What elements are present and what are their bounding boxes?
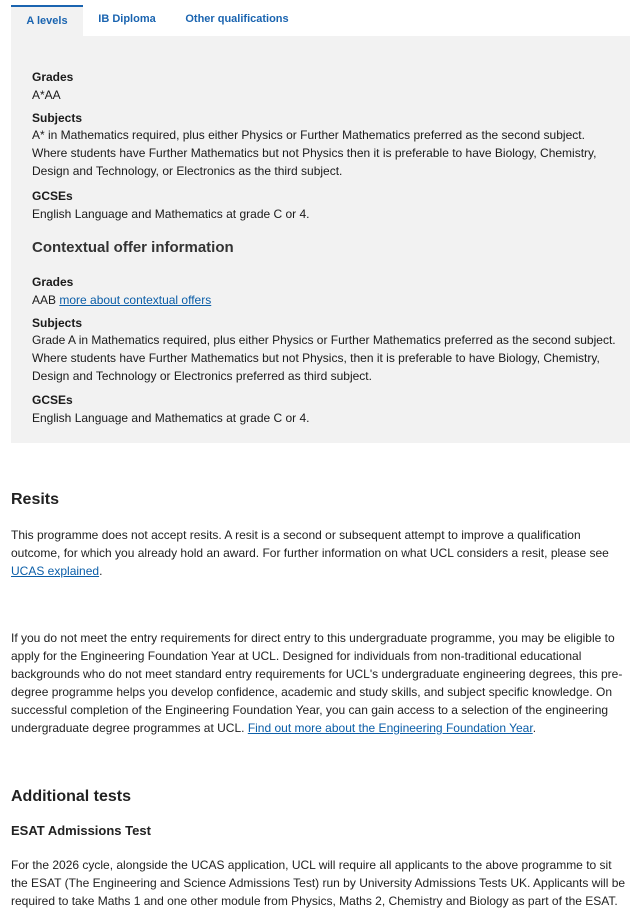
- foundation-period: .: [532, 721, 537, 735]
- contextual-offers-link[interactable]: more about contextual offers: [59, 293, 212, 307]
- esat-heading: ESAT Admissions Test: [11, 823, 151, 838]
- contextual-subjects-heading: Subjects: [32, 316, 83, 330]
- resits-period: .: [99, 564, 103, 578]
- contextual-subjects-text: Grade A in Mathematics required, plus either Physics or Further Mathematics preferred as the second subject. Where students have Further Mathematics but not Physics, then it is preferable to have Biology, Chemistry, Design and Technology or Electronics preferred as third subject.: [32, 333, 616, 383]
- esat-text: For the 2026 cycle, alongside the UCAS application, UCL will require all applicants to the above programme to sit the ESAT (The Engineering and Science Admissions Test) run by University Admissions Tests UK. Applicants will be required to take Maths 1 and one other module from Physics, Maths 2, Chemistry and Biology as part of the ESAT.: [11, 858, 626, 908]
- subjects-heading: Subjects: [32, 111, 83, 125]
- tab-ib-diploma[interactable]: IB Diploma: [98, 13, 156, 25]
- contextual-gcses-heading: GCSEs: [32, 393, 73, 407]
- subjects-text: A* in Mathematics required, plus either Physics or Further Mathematics preferred as the second subject. Where students have Further Mathematics but not Physics then it is preferable to have Biology, Chemistry, Design and Technology, or Electronics as the third subject.: [32, 128, 597, 178]
- tab-other-qualifications[interactable]: Other qualifications: [185, 13, 289, 25]
- tab-a-levels[interactable]: A levels: [11, 5, 83, 36]
- grades-heading: Grades: [32, 70, 74, 84]
- gcses-text: English Language and Mathematics at grade C or 4.: [32, 207, 310, 221]
- foundation-year-link[interactable]: Find out more about the Engineering Foundation Year: [247, 721, 533, 735]
- contextual-grades-value: [32, 291, 622, 309]
- foundation-body: If you do not meet the entry requirements for direct entry to this undergraduate programme, you may be eligible to apply for the Engineering Foundation Year at UCL. Designed for individuals from non-traditional educational backgrounds who do not meet standard entry requirements for UCL's undergraduate engineering degrees, this pre-degree programme helps you develop confidence, academic and study skills, and subject specific knowledge. On successful completion of the Engineering Foundation Year, you can gain access to a selection of the engineering undergraduate degree programmes at UCL.: [11, 631, 623, 735]
- additional-tests-heading: Additional tests: [11, 788, 132, 805]
- ucas-explained-link[interactable]: UCAS explained: [11, 564, 100, 578]
- resits-text: [11, 526, 628, 580]
- resits-heading: Resits: [11, 491, 60, 508]
- contextual-gcses-text: English Language and Mathematics at grade C or 4.: [32, 411, 310, 425]
- qualification-tabs: [11, 0, 630, 36]
- foundation-text: [11, 629, 628, 737]
- a-levels-panel: [11, 36, 630, 443]
- grades-value: A*AA: [32, 88, 61, 102]
- resits-body: This programme does not accept resits. A resit is a second or subsequent attempt to improve a qualification outcome, for which you already hold an award. For further information on what UCL considers a resit, please see: [11, 528, 609, 560]
- contextual-offer-heading: Contextual offer information: [32, 239, 234, 256]
- gcses-heading: GCSEs: [32, 189, 73, 203]
- contextual-grades-text: AAB: [32, 293, 57, 307]
- contextual-grades-heading: Grades: [32, 275, 74, 289]
